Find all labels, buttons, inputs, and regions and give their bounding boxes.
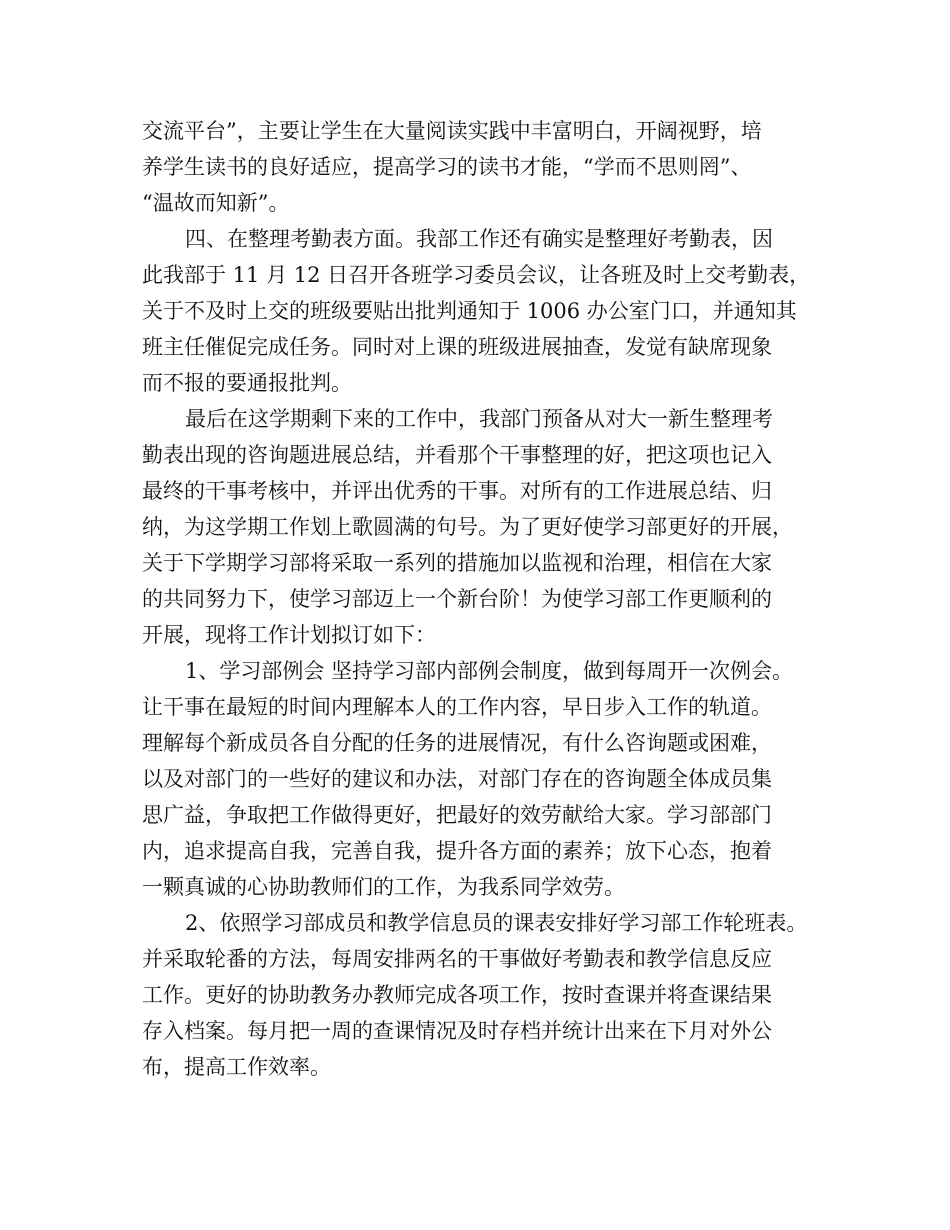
text-line: 班主任催促完成任务。同时对上课的班级进展抽查，发觉有缺席现象: [142, 335, 772, 359]
text-line: 内，追求提高自我，完善自我，提升各方面的素养；放下心态，抱着: [142, 839, 772, 863]
text-line: 思广益，争取把工作做得更好，把最好的效劳献给大家。学习部部门: [142, 803, 772, 827]
text-line: 最后在这学期剩下来的工作中，我部门预备从对大一新生整理考: [185, 407, 773, 431]
text-line: 最终的干事考核中，并评出优秀的干事。对所有的工作进展总结、归: [142, 479, 772, 503]
text-line: 理解每个新成员各自分配的任务的进展情况，有什么咨询题或困难，: [142, 731, 772, 755]
text-line: 的共同努力下，使学习部迈上一个新台阶！为使学习部工作更顺利的: [142, 587, 772, 611]
text-line: “温故而知新”。: [142, 191, 290, 215]
text-line: 1、学习部例会 坚持学习部内部例会制度，做到每周开一次例会。: [185, 659, 794, 683]
text-line: 工作。更好的协助教务办教师完成各项工作，按时查课并将查课结果: [142, 983, 772, 1007]
text-line: 存入档案。每月把一周的查课情况及时存档并统计出来在下月对外公: [142, 1019, 772, 1043]
text-line: 以及对部门的一些好的建议和办法，对部门存在的咨询题全体成员集: [142, 767, 772, 791]
text-line: 养学生读书的良好适应，提高学习的读书才能，“学而不思则罔”、: [142, 155, 752, 179]
text-line: 让干事在最短的时间内理解本人的工作内容，早日步入工作的轨道。: [142, 695, 772, 719]
text-line: 纳，为这学期工作划上歌圆满的句号。为了更好使学习部更好的开展，: [142, 515, 793, 539]
text-line: 一颗真诚的心协助教师们的工作，为我系同学效劳。: [142, 875, 625, 899]
text-line: 勤表出现的咨询题进展总结，并看那个干事整理的好，把这项也记入: [142, 443, 772, 467]
text-line: 四、在整理考勤表方面。我部工作还有确实是整理好考勤表，因: [185, 227, 773, 251]
text-line: 开展，现将工作计划拟订如下：: [142, 623, 436, 647]
text-line: 而不报的要通报批判。: [142, 371, 352, 395]
text-line: 此我部于 11 月 12 日召开各班学习委员会议，让各班及时上交考勤表，: [142, 263, 811, 287]
text-line: 2、依照学习部成员和教学信息员的课表安排好学习部工作轮班表。: [185, 911, 808, 935]
text-line: 关于不及时上交的班级要贴出批判通知于 1006 办公室门口，并通知其: [142, 299, 797, 323]
text-line: 关于下学期学习部将采取一系列的措施加以监视和治理，相信在大家: [142, 551, 772, 575]
text-line: 交流平台”，主要让学生在大量阅读实践中丰富明白，开阔视野，培: [142, 119, 762, 143]
text-line: 布，提高工作效率。: [142, 1055, 331, 1079]
text-line: 并采取轮番的方法，每周安排两名的干事做好考勤表和教学信息反应: [142, 947, 772, 971]
